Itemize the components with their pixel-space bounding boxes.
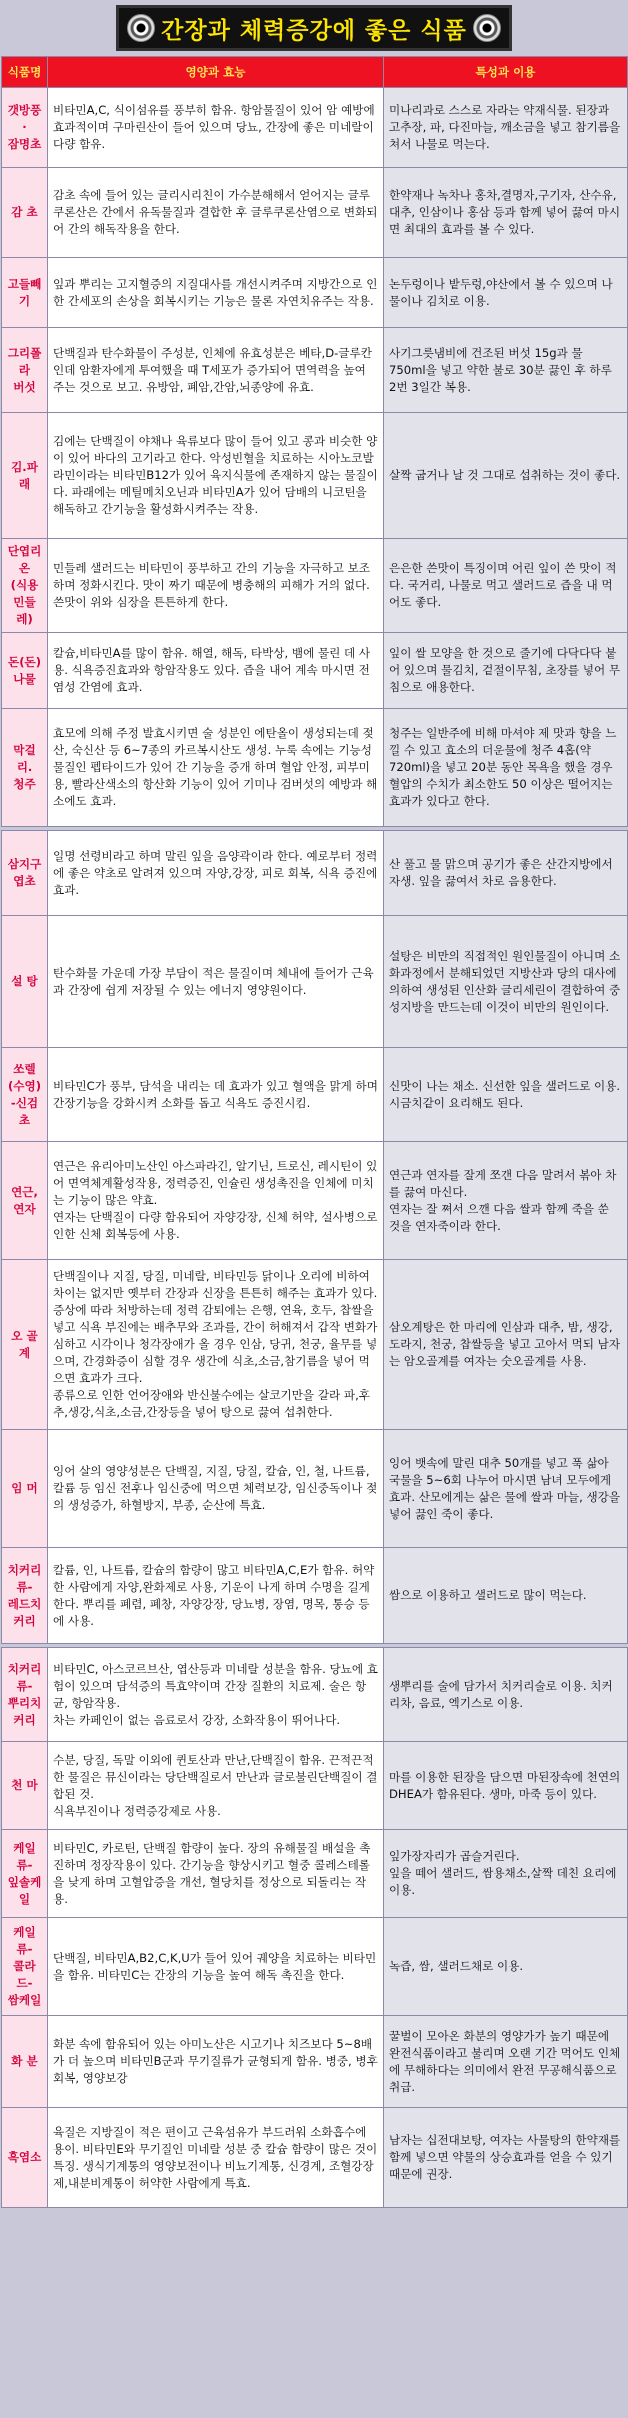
effect-cell: 감초 속에 들어 있는 글리시리친이 가수분해해서 얻어지는 글루쿠론산은 간에서 유독물질과 결합한 후 글루쿠론산염으로 변화되어 간의 해독작용을 한다. <box>48 168 384 258</box>
table-row <box>2 539 628 633</box>
effect-cell: 수분, 당질, 독말 이외에 퀸토산과 만난,단백질이 함유. 끈적끈적한 물질은 뮤신이라는 당단백질로서 만난과 글로불린단백질이 결합된 것. 식욕부진이나 정력증강제로 사용. <box>48 1742 384 1830</box>
usage-cell: 설탕은 비만의 직접적인 원인물질이 아니며 소화과정에서 분해되었던 지방산과 당의 대사에 의하여 생성된 인산화 글리세린이 결합하여 중성지방을 만드는데 이것이 비만의 원인이다. <box>384 916 628 1048</box>
effect-cell: 민들레 샐러드는 비타민이 풍부하고 간의 기능을 자극하고 보조하며 정화시킨다. 맛이 짜기 때문에 병충해의 피해가 거의 없다. 쓴맛이 위와 심장을 튼튼하게 한다. <box>48 539 384 633</box>
effect-cell: 일명 선령비라고 하며 말린 잎을 음양곽이라 한다. 예로부터 정력에 좋은 약초로 알려져 있으며 자양,강장, 피로 회복, 식욕 증진에 효과. <box>48 831 384 916</box>
header-effect: 영양과 효능 <box>48 57 384 88</box>
effect-cell: 단백질과 탄수화물이 주성분, 인체에 유효성분은 베타,D-글루칸인데 암환자에게 투여했을 때 T세포가 증가되어 면역력을 높여 주는 것으로 보고. 유방암, 폐암,간암,뇌종양에 유효. <box>48 328 384 413</box>
food-name-cell: 임 머 <box>2 1430 48 1548</box>
food-name-cell: 흑염소 <box>2 2108 48 2208</box>
usage-cell: 신맛이 나는 채소. 신선한 잎을 샐러드로 이용. 시금치같이 요리해도 된다. <box>384 1048 628 1142</box>
table-row <box>2 633 628 709</box>
table-row <box>2 88 628 168</box>
food-name-cell: 천 마 <box>2 1742 48 1830</box>
table-row <box>2 709 628 827</box>
usage-cell: 남자는 십전대보탕, 여자는 사물탕의 한약재를 함께 넣으면 약물의 상승효과를 얻을 수 있기 때문에 권장. <box>384 2108 628 2208</box>
effect-cell: 단백질, 비타민A,B2,C,K,U가 들어 있어 궤양을 치료하는 비타민을 함유. 비타민C는 간장의 기능을 높여 해독 촉진을 한다. <box>48 1918 384 2016</box>
table-row <box>2 1548 628 1644</box>
food-name-cell: 설 탕 <box>2 916 48 1048</box>
food-name-cell: 막걸리. 청주 <box>2 709 48 827</box>
effect-cell: 잎과 뿌리는 고지혈증의 지질대사를 개선시켜주며 지방간으로 인한 간세포의 손상을 회복시키는 기능은 물론 자연치유주는 작용. <box>48 258 384 328</box>
page-title: 간장과 체력증강에 좋은 식품 <box>161 17 467 44</box>
food-name-cell: 고들빼기 <box>2 258 48 328</box>
speaker-icon-left <box>127 14 155 42</box>
effect-cell: 화분 속에 함유되어 있는 아미노산은 시고기나 치즈보다 5~8배가 더 높으며 비타민B군과 무기질류가 균형되게 함유. 병중, 병후 회복, 영양보강 <box>48 2016 384 2108</box>
usage-cell: 꿀벌이 모아온 화분의 영양가가 높기 때문에 완전식품이라고 불리며 오랜 기간 먹어도 인체에 무해하다는 의미에서 완전 무공해식품으로 취급. <box>384 2016 628 2108</box>
food-name-cell: 감 초 <box>2 168 48 258</box>
usage-cell: 청주는 일반주에 비해 마셔야 제 맛과 향을 느낄 수 있고 효소의 더운물에 청주 4홉(약720ml)을 넣고 20분 동안 목욕을 했을 경우 혈압의 수치가 최소한도 50 이상은 떨어지는 효과가 있다고 한다. <box>384 709 628 827</box>
food-name-cell: 김.파래 <box>2 413 48 539</box>
food-name-cell: 치커리류- 뿌리치커리 <box>2 1648 48 1742</box>
effect-cell: 효모에 의해 주정 발효시키면 술 성분인 에탄올이 생성되는데 젖산, 숙신산 등 6~7종의 카르복시산도 생성. 누룩 속에는 기능성 물질인 펩타이드가 있어 간 기능을 증개 하며 혈압 안정, 피부미용, 빨라산색소의 항산화 기능이 있어 기미나 검버섯의 예방과 해소에도 효과. <box>48 709 384 827</box>
usage-cell: 녹즙, 쌈, 샐러드채로 이용. <box>384 1918 628 2016</box>
effect-cell: 단백질이나 지질, 당질, 미네랄, 비타민등 닭이나 오리에 비하여 차이는 없지만 옛부터 간장과 신장을 튼튼히 해주는 효과가 있다. 증상에 따라 처방하는데 정력 감퇴에는 은행, 연육, 호두, 찹쌀을 넣고 식욕 부진에는 배추무와 조과를, 간이 허해져서 갑작 변화가 심하고 시각이나 청각장애가 올 경우 인삼, 당귀, 천궁, 율무를 넣으며, 간경화증이 심할 경우 생간에 식초,소금,참기름을 넣어 먹으면 효과가 크다. 종류으로 인한 언어장애와 반신불수에는 살코기만을 갈라 파,후추,생강,식초,소금,간장등을 넣어 탕으로 끓여 섭취한다. <box>48 1260 384 1430</box>
header-usage: 특성과 이용 <box>384 57 628 88</box>
table-row <box>2 1830 628 1918</box>
table-row <box>2 1048 628 1142</box>
usage-cell: 살짝 굽거나 날 것 그대로 섭취하는 것이 좋다. <box>384 413 628 539</box>
effect-cell: 비타민C, 카로틴, 단백질 함량이 높다. 장의 유해물질 배설을 촉진하며 정장작용이 있다. 간기능을 향상시키고 혈중 콜레스테롤을 낮게 하며 고혈압증을 개선, 혈당치를 정상으로 되돌리는 작용. <box>48 1830 384 1918</box>
table-row <box>2 1918 628 2016</box>
table-row <box>2 1648 628 1742</box>
effect-cell: 잉어 살의 영양성분은 단백질, 지질, 당질, 칼슘, 인, 철, 나트륨, 칼륨 등 임신 전후나 임신중에 먹으면 체력보강, 임신중독이나 젖의 생성증가, 하혈방지, 부종, 순산에 특효. <box>48 1430 384 1548</box>
usage-cell: 사기그릇냄비에 건조된 버섯 15g과 물 750ml을 넣고 약한 불로 30분 끓인 후 하루 2번 3일간 복용. <box>384 328 628 413</box>
food-name-cell: 오 골 계 <box>2 1260 48 1430</box>
food-name-cell: 화 분 <box>2 2016 48 2108</box>
table-row <box>2 168 628 258</box>
food-name-cell: 케일류- 잎솔케일 <box>2 1830 48 1918</box>
table-row <box>2 328 628 413</box>
table-row <box>2 258 628 328</box>
table-row <box>2 831 628 916</box>
header-name: 식품명 <box>2 57 48 88</box>
usage-cell: 생뿌리를 술에 담가서 치커리술로 이용. 치커리차, 음료, 엑기스로 이용. <box>384 1648 628 1742</box>
effect-cell: 비타민C가 풍부, 담석을 내리는 데 효과가 있고 혈액을 맑게 하며 간장기능을 강화시켜 소화를 돕고 식욕도 증진시킴. <box>48 1048 384 1142</box>
usage-cell: 논두렁이나 밭두렁,야산에서 볼 수 있으며 나물이나 김치로 이용. <box>384 258 628 328</box>
effect-cell: 칼륨, 인, 나트륨, 칼슘의 함량이 많고 비타민A,C,E가 함유. 허약한 사람에게 자양,완화제로 사용, 기운이 나게 하며 수명을 길게 한다. 뿌리를 폐렴, 폐창, 자양강장, 당뇨병, 장염, 명목, 통승 등에 사용. <box>48 1548 384 1644</box>
food-name-cell: 케일류- 콜라드- 쌈케일 <box>2 1918 48 2016</box>
food-name-cell: 갯방풍· 잠명초 <box>2 88 48 168</box>
usage-cell: 마를 이용한 된장을 담으면 마된장속에 천연의 DHEA가 함유된다. 생마, 마죽 등이 있다. <box>384 1742 628 1830</box>
effect-cell: 탄수화물 가운데 가장 부담이 적은 물질이며 체내에 들어가 근육과 간장에 쉽게 저장될 수 있는 에너지 영양원이다. <box>48 916 384 1048</box>
effect-cell: 비타민C, 아스코르브산, 엽산등과 미네랄 성분을 함유. 당뇨에 효험이 있으며 담석증의 특효약이며 간장 질환의 치료제. 술은 항균, 항암작용. 차는 카페인이 없는 음료로서 강장, 소화작용이 뛰어나다. <box>48 1648 384 1742</box>
usage-cell: 은은한 쓴맛이 특징이며 어린 잎이 쓴 맛이 적다. 국거리, 나물로 먹고 샐러드로 즙을 내 먹어도 좋다. <box>384 539 628 633</box>
table-row <box>2 1260 628 1430</box>
food-name-cell: 치커리류- 레드치커리 <box>2 1548 48 1644</box>
food-name-cell: 연근, 연자 <box>2 1142 48 1260</box>
usage-cell: 삼오계탕은 한 마리에 인삼과 대추, 밤, 생강, 도라지, 천궁, 찹쌀등을 넣고 고아서 먹되 남자는 암오골계를 여자는 숫오골계를 사용. <box>384 1260 628 1430</box>
speaker-icon-right <box>473 14 501 42</box>
table-row <box>2 2016 628 2108</box>
effect-cell: 김에는 단백질이 야채나 육류보다 많이 들어 있고 콩과 비슷한 양이 있어 바다의 고기라고 한다. 악성빈혈을 치료하는 시아노코발라민이라는 비타민B12가 있어 육지식물에 존재하지 않는 물질이다. 파래에는 메틸메치오닌과 비타민A가 있어 담배의 니코틴을 해독하고 간기능을 활성화시켜주는 작용. <box>48 413 384 539</box>
usage-cell: 한약재나 녹차나 홍차,결명자,구기자, 산수유, 대추, 인삼이나 홍삼 등과 함께 넣어 끓여 마시면 최대의 효과를 볼 수 있다. <box>384 168 628 258</box>
usage-cell: 산 풀고 물 맑으며 공기가 좋은 산간지방에서 자생. 잎을 끓여서 차로 음용한다. <box>384 831 628 916</box>
food-name-cell: 삼지구엽초 <box>2 831 48 916</box>
usage-cell: 잎가장자리가 곱슬거린다. 잎을 떼어 샐러드, 쌈용채소,살짝 데친 요리에 이용. <box>384 1830 628 1918</box>
table-row <box>2 1742 628 1830</box>
food-name-cell: 쏘렐 (수영) -신검초 <box>2 1048 48 1142</box>
title-area <box>0 0 628 56</box>
food-name-cell: 단엽리온 (식용민들레) <box>2 539 48 633</box>
table-row <box>2 1142 628 1260</box>
title-banner <box>116 5 512 51</box>
food-table <box>1 56 628 2208</box>
table-row <box>2 916 628 1048</box>
effect-cell: 연근은 유리아미노산인 아스파라긴, 알기닌, 트로신, 레시틴이 있어 면역체계활성작용, 정력증진, 인슐린 생성촉진을 인체에 미치는 기능이 많은 약효. 연자는 단백질이 다량 함유되어 자양강장, 신체 허약, 설사병으로 인한 신체 회복등에 사용. <box>48 1142 384 1260</box>
table-header-row <box>2 57 628 88</box>
effect-cell: 비타민A,C, 식이섬유를 풍부히 함유. 항암물질이 있어 암 예방에 효과적이며 구마린산이 들어 있으며 당뇨, 간장에 좋은 미네랄이 다량 함유. <box>48 88 384 168</box>
food-name-cell: 돈(돈)나물 <box>2 633 48 709</box>
usage-cell: 연근과 연자를 잘게 쪼갠 다음 말려서 볶아 차를 끓여 마신다. 연자는 잘 쪄서 으깬 다음 쌀과 함께 죽을 쑨 것을 연자죽이라 한다. <box>384 1142 628 1260</box>
table-body <box>2 88 628 2208</box>
usage-cell: 미나리과로 스스로 자라는 약재식물. 된장과 고추장, 파, 다진마늘, 깨소금을 넣고 참기름을 쳐서 나물로 먹는다. <box>384 88 628 168</box>
food-name-cell: 그리폴라 버섯 <box>2 328 48 413</box>
table-row <box>2 413 628 539</box>
usage-cell: 잉어 뱃속에 말린 대추 50개를 넣고 푹 삶아 국물을 5~6회 나누어 마시면 남녀 모두에게 효과. 산모에게는 삶은 물에 쌀과 마늘, 생강을 넣어 끓인 죽이 좋다. <box>384 1430 628 1548</box>
effect-cell: 칼슘,비타민A를 많이 함유. 해열, 해독, 타박상, 뱀에 물린 데 사용. 식욕증진효과와 항암작용도 있다. 즙을 내어 계속 마시면 전염성 간염에 효과. <box>48 633 384 709</box>
usage-cell: 잎이 쌀 모양을 한 것으로 줄기에 다닥다닥 붙어 있으며 물김치, 겉절이무침, 초장를 넣어 무침으로 애용한다. <box>384 633 628 709</box>
usage-cell: 쌈으로 이용하고 샐러드로 많이 먹는다. <box>384 1548 628 1644</box>
table-row <box>2 1430 628 1548</box>
table-row <box>2 2108 628 2208</box>
effect-cell: 육질은 지방질이 적은 편이고 근육섬유가 부드러워 소화흡수에 용이. 비타민E와 무기질인 미네랄 성분 중 칼슘 함량이 많은 것이 특징. 생식기계통의 영양보전이나 비뇨기계통, 신경계, 조혈강장제,내분비계통이 허약한 사람에게 특효. <box>48 2108 384 2208</box>
